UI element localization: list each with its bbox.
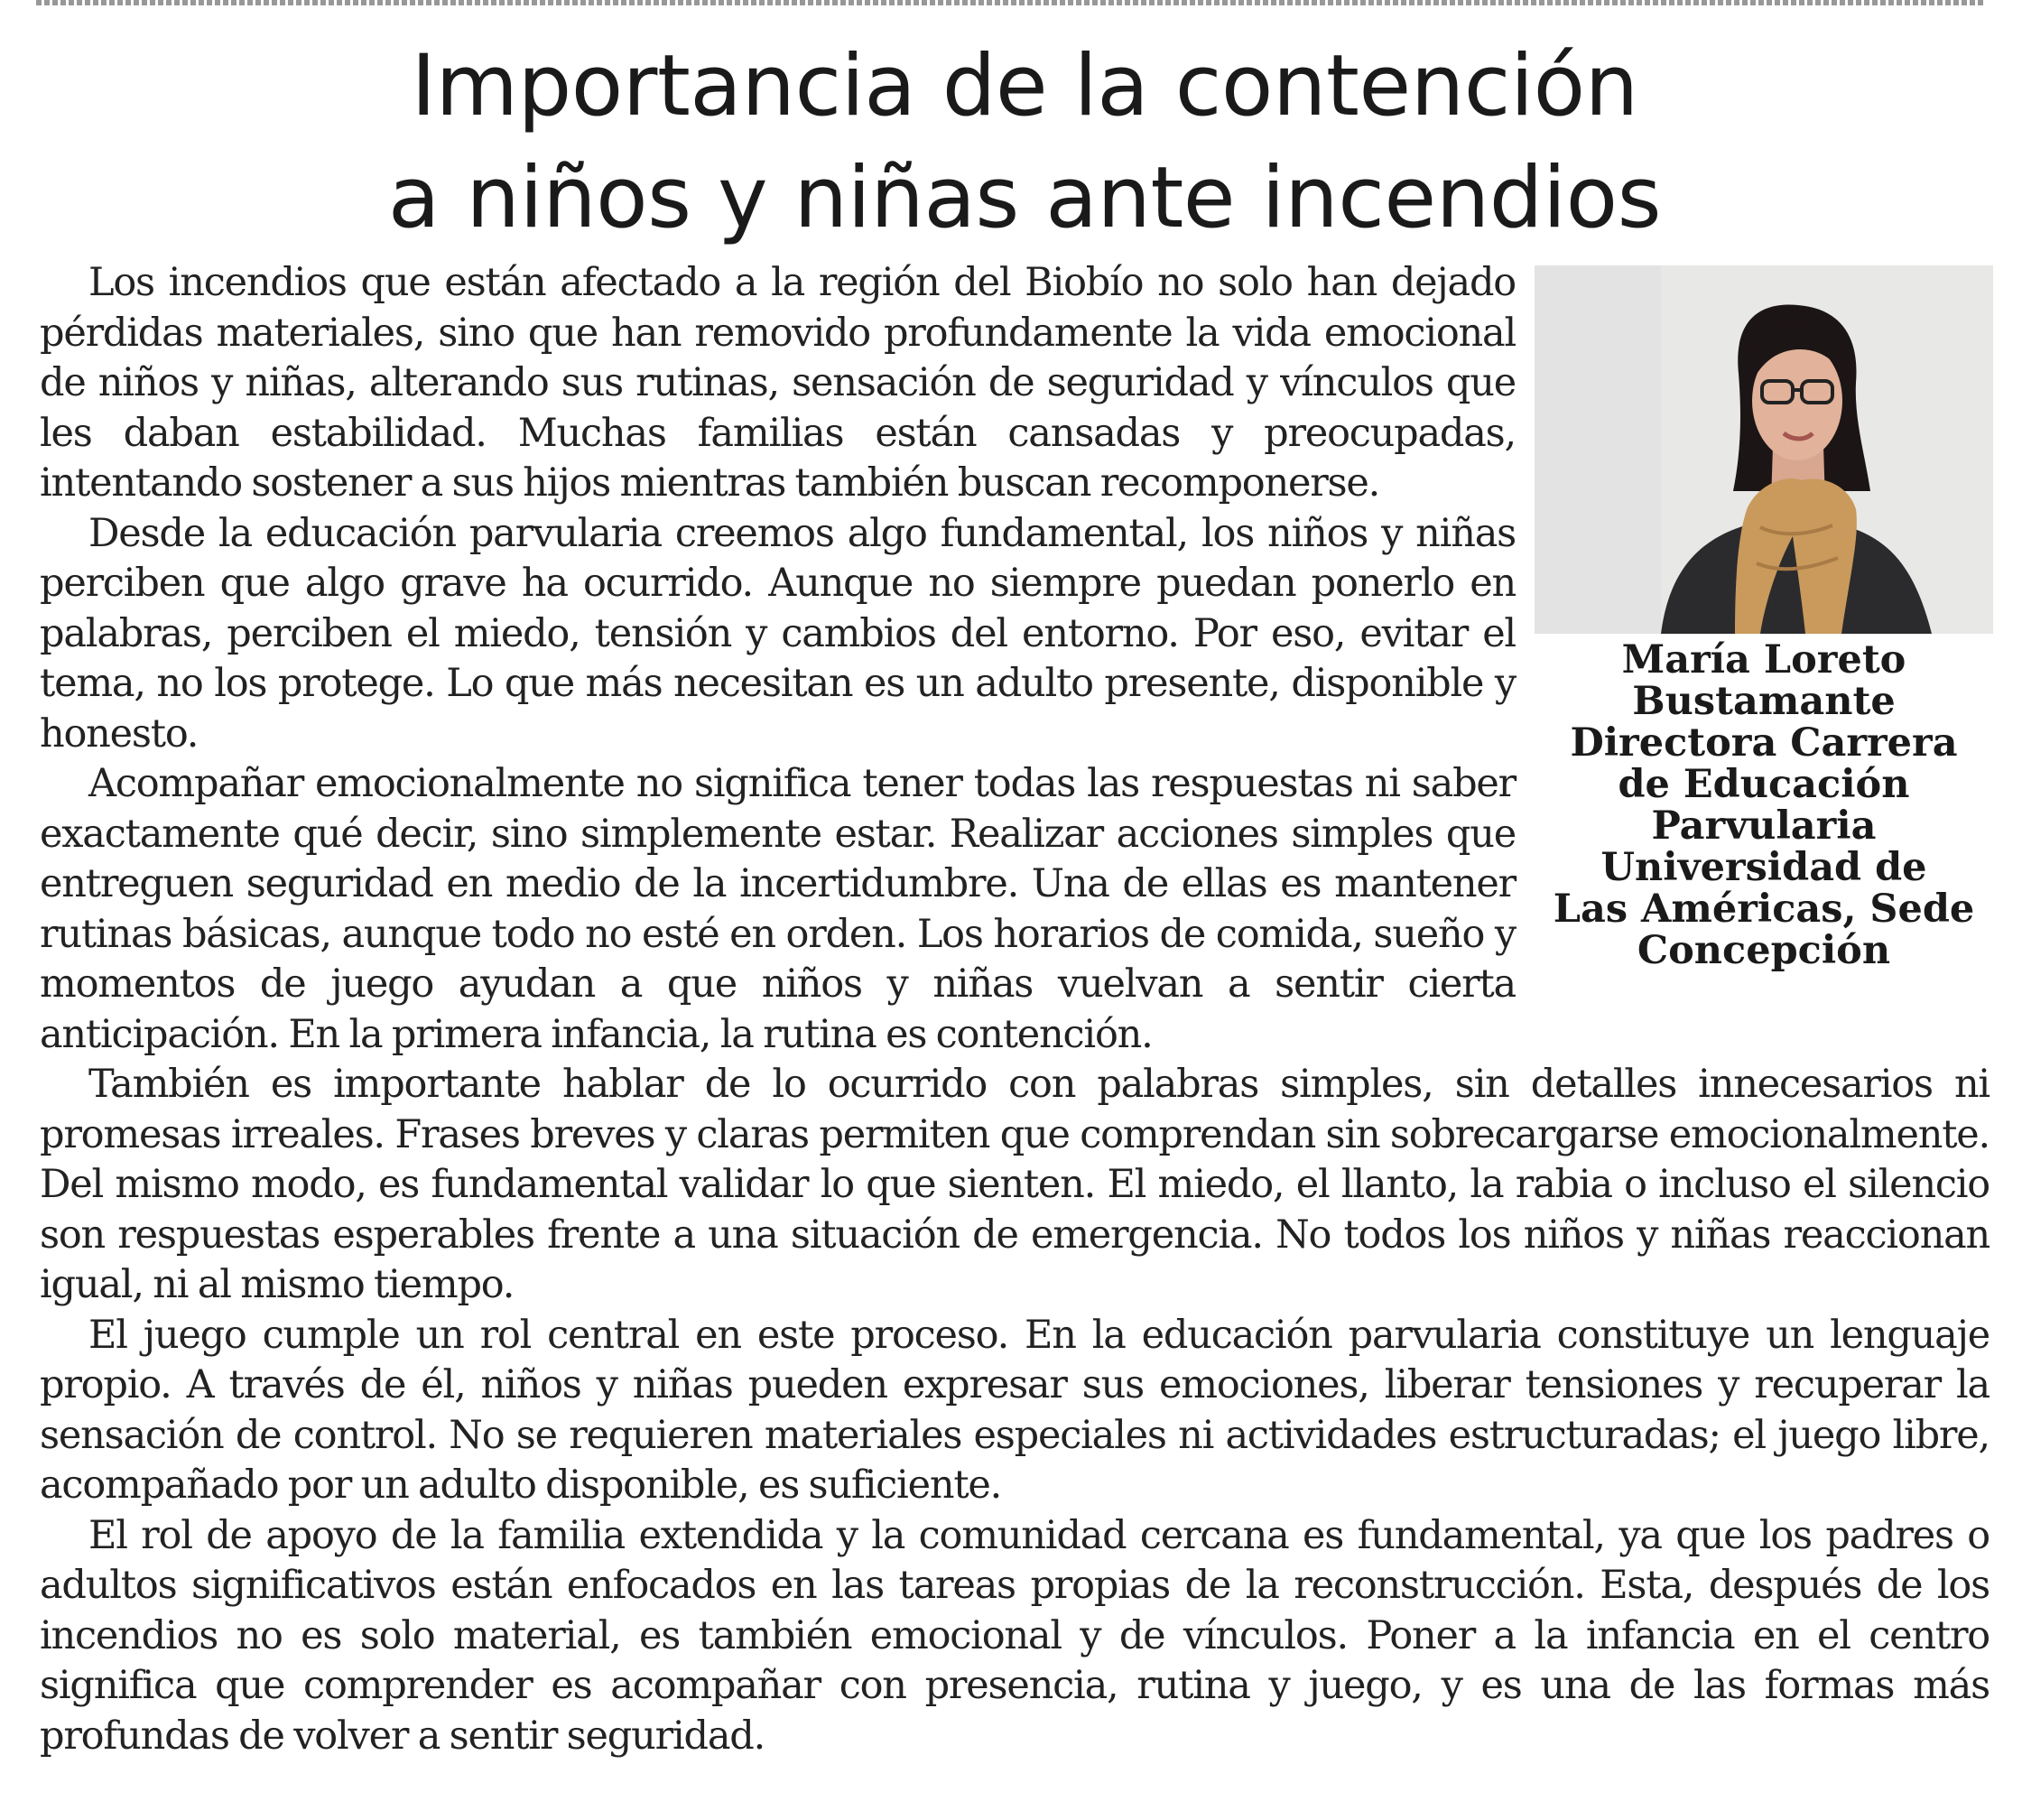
article-headline bbox=[54, 31, 1995, 255]
headline-line-2: a niños y niñas ante incendios bbox=[387, 149, 1662, 247]
author-caption-line: de Educación bbox=[1618, 762, 1910, 807]
author-caption-line: Concepción bbox=[1637, 928, 1891, 973]
article-paragraph-4: También es importante hablar de lo ocurrido con palabras simples, sin detalles innecesarios ni promesas irreales. Frases breves y claras permiten que comprendan sin sobrecargarse emocionalmente. Del mismo modo, es fundamental validar lo que sienten. El miedo, el llanto, la rabia o incluso el silencio son respuestas esperables frente a una situación de emergencia. No todos los niños y niñas reaccionan igual, ni al mismo tiempo. bbox=[40, 1062, 1990, 1307]
article-paragraph-6: El rol de apoyo de la familia extendida y la comunidad cercana es fundamental, ya que los padres o adultos significativos están enfocados en las tareas propias de la reconstrucción. Esta, después de los incendios no es solo material, es también emocional y de vínculos. Poner a la infancia en el centro significa que comprender es acompañar con presencia, rutina y juego, y es una de las formas más profundas de volver a sentir seguridad. bbox=[40, 1512, 1990, 1759]
article-paragraph-2: Desde la educación parvularia creemos algo fundamental, los niños y niñas perciben que algo grave ha ocurrido. Aunque no siempre puedan ponerlo en palabras, perciben el miedo, tensión y cambios del entorno. Por eso, evitar el tema, no los protege. Lo que más necesitan es un adulto presente, disponible y honesto. bbox=[40, 510, 1516, 757]
article-paragraph-1: Los incendios que están afectado a la región del Biobío no solo han dejado pérdidas materiales, sino que han removido profundamente la vida emocional de niños y niñas, alterando sus rutinas, sensación de seguridad y vínculos que les daban estabilidad. Muchas familias están cansadas y preocupadas, intentando sostener a sus hijos mientras también buscan recomponerse. bbox=[40, 260, 1516, 506]
author-caption-line: Directora Carrera bbox=[1570, 720, 1958, 766]
photo-column-spacer bbox=[1516, 258, 1990, 1008]
headline-line-1: Importancia de la contención bbox=[411, 37, 1638, 135]
author-caption-line: Bustamante bbox=[1632, 679, 1896, 724]
top-border-rule bbox=[36, 0, 1986, 5]
author-caption-line: Universidad de bbox=[1600, 845, 1927, 890]
article-body bbox=[40, 258, 1990, 1761]
author-caption-line: María Loreto bbox=[1621, 637, 1906, 682]
article-paragraph-3: Acompañar emocionalmente no significa tener todas las respuestas ni saber exactamente qué decir, sino simplemente estar. Realizar acciones simples que entreguen seguridad en medio de la incertidumbre. Una de ellas es mantener rutinas básicas, aunque todo no esté en orden. Los horarios de comida, sueño y momentos de juego ayudan a que niños y niñas vuelvan a sentir cierta anticipación. En la primera infancia, la rutina es contención. bbox=[40, 761, 1516, 1057]
author-caption-line: Parvularia bbox=[1651, 803, 1877, 849]
author-caption-line: Las Américas, Sede bbox=[1553, 887, 1975, 932]
article-paragraph-5: El juego cumple un rol central en este proceso. En la educación parvularia constituye un lenguaje propio. A través de él, niños y niñas pueden expresar sus emociones, liberar tensiones y recuperar la sensación de control. No se requieren materiales especiales ni actividades estructuradas; el juego libre, acompañado por un adulto disponible, es suficiente. bbox=[40, 1312, 1990, 1508]
